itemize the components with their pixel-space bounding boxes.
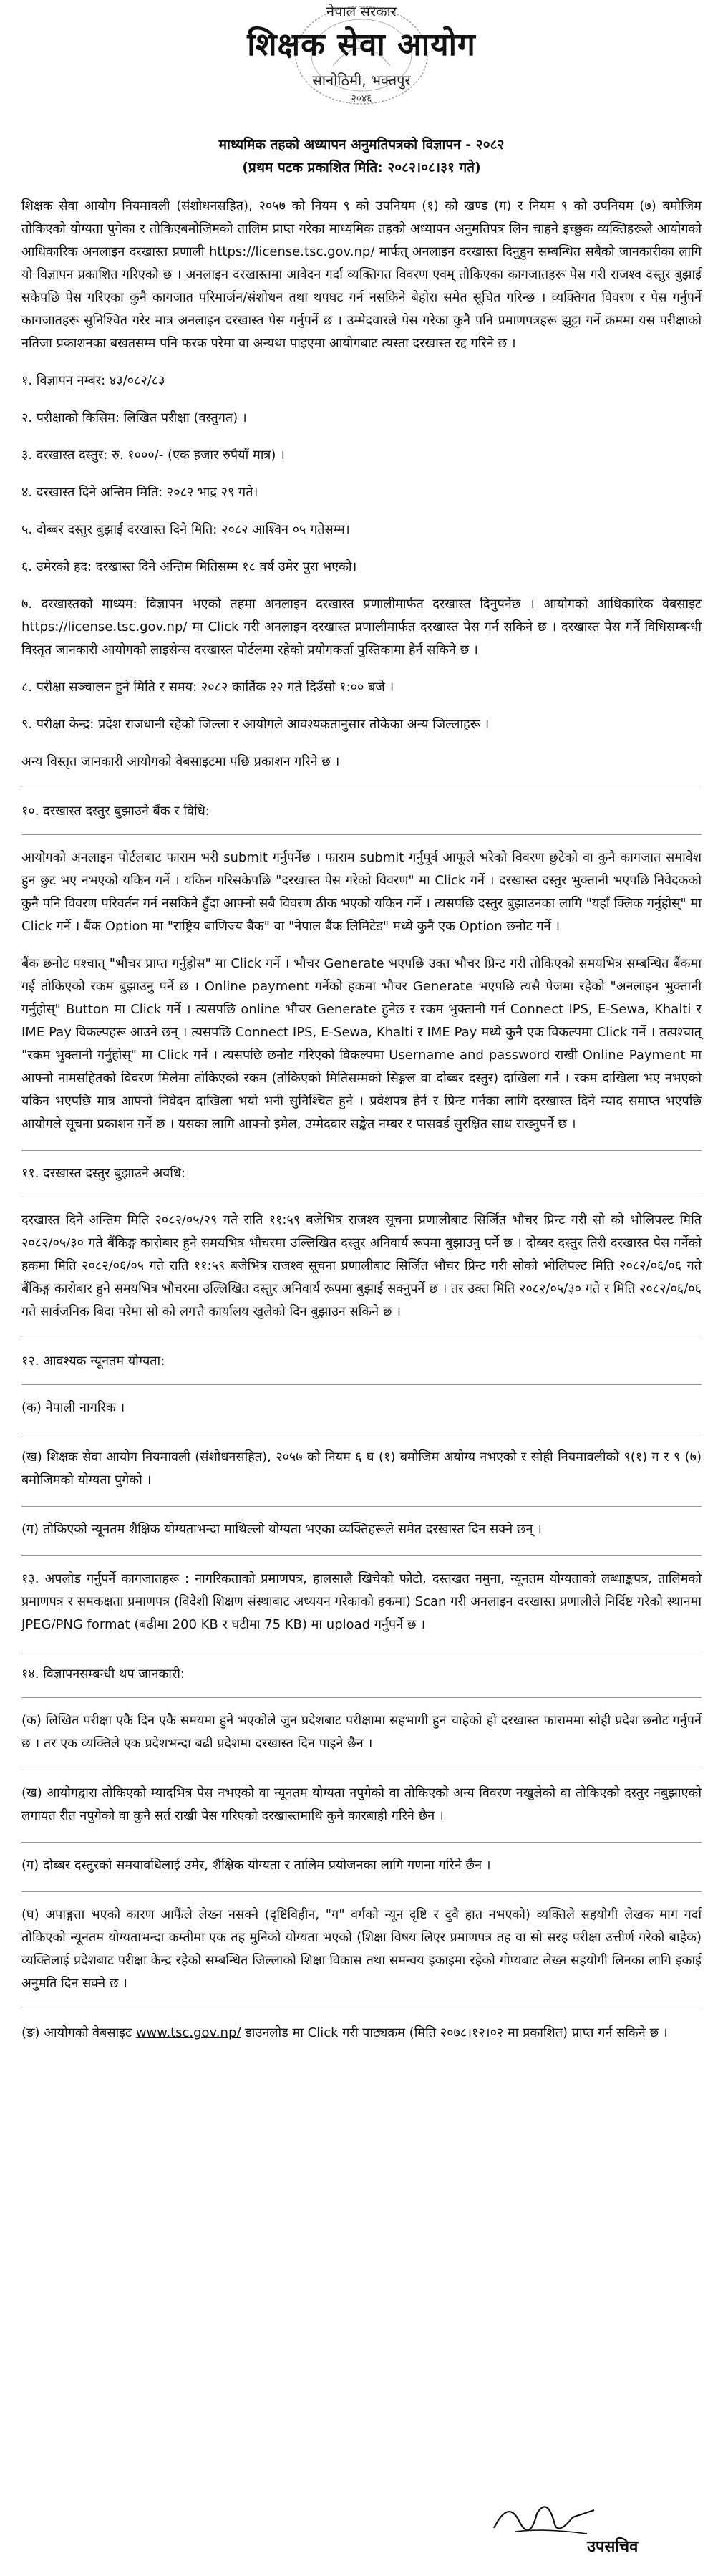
qualification-b: (ख) शिक्षक सेवा आयोग नियमावली (संशोधनसहित), २०५७ को नियम ६ घ (१) बमोजिम अयोग्य नभएको र सोही नियमावलीको ९(१) ग र ९ (७) बमोजिमको योग्यता पुगेको ।: [21, 1449, 702, 1487]
section-10-paragraph-2: बैंक छनोट पश्चात् "भौचर प्राप्त गर्नुहोस" मा Click गर्ने । भौचर Generate भएपछि उक्त भौचर प्रिन्ट गरी तोकिएको समयभित्र सम्बन्धित बैंकमा गई तोकिएको रकम बुझाउनु पर्ने छ । Online payment गर्नेको हकमा भौचर Generate भएपछि त्यसै पेजमा रहेको "अनलाइन भुक्तानी गर्नुहोस्" Button मा Click गर्ने । त्यसपछि online भौचर Generate हुनेछ र रकम भुक्तानी गर्न Connect IPS, E-Sewa, Khalti र IME Pay विकल्पहरू आउने छन् । त्यसपछि Connect IPS, E-Sewa, Khalti र IME Pay मध्ये कुनै एक विकल्पमा Click गर्ने । तत्पश्चात् "रकम भुक्तानी गर्नुहोस्" मा Click गर्ने । त्यसपछि छनोट गरिएको विकल्पमा Username and password राखी Online Payment मा आफ्नो नामसहितको विवरण मिलेमा तोकिएको रकम (तोकिएको मितिसम्मको सिङ्गल वा दोब्बर दस्तुर) दाखिला गर्ने । रकम दाखिला भए नभएको यकिन भएपछि मात्र आफ्नो निवेदन दाखिला भयो भनी सुनिश्चित हुने । प्रवेशपत्र हेर्न र प्रिन्ट गर्नका लागि दरखास्त दिने म्याद समाप्त भएपछि आयोगले सूचना प्रकाशन गर्ने छ । यसका लागि आफ्नो इमेल, उम्मेदवार सङ्केत नम्बर र पासवर्ड सुरक्षित साथ राख्नुपर्ने छ ।: [21, 956, 702, 1132]
notice-title: माध्यमिक तहको अध्यापन अनुमतिपत्रको विज्ञापन - २०८२: [218, 137, 505, 153]
additional-info-a: (क) लिखित परीक्षा एकै दिन एकै समयमा हुने भएकोले जुन प्रदेशबाट परीक्षामा सहभागी हुन चाहेको हो दरखास्त फाराममा सोही प्रदेश छनोट गर्नुपर्ने छ । तर एक व्यक्तिले एक प्रदेशभन्दा बढी प्रदेशमा दरखास्त दिन पाइने छैन ।: [21, 1713, 702, 1751]
section-11-paragraph: दरखास्त दिने अन्तिम मिति २०८२/०५/२९ गते राति ११:५९ बजेभित्र राजश्व सूचना प्रणालीबाट सिर्जित भौचर प्रिन्ट गरी सो को भोलिपल्ट मिति २०८२/०५/३० गते बैंकिङ्ग कारोबार हुने समयभित्र भौचरमा उल्लिखित दस्तुर अनिवार्य रूपमा बुझाउनु पर्ने छ । दोब्बर दस्तुर तिरी दरखास्त पेस गर्नेको हकमा मिति २०८२/०६/०५ गते राति ११:५९ बजेभित्र राजश्व सूचना प्रणालीबाट सिर्जित भौचर प्रिन्ट गरी सोको भोलिपल्ट मिति २०८२/०६/०६ गते बैंकिङ्ग कारोबार हुने समयभित्र भौचरमा उल्लिखित दस्तुर अनिवार्य रूपमा बुझाई सक्नुपर्ने छ । तर उक्त मिति २०८२/०५/३० गते र मिति २०८२/०६/०६ गते सार्वजनिक बिदा परेमा सो को लगत्तै कार्यालय खुलेको दिन बुझाउन सकिने छ ।: [21, 1212, 702, 1319]
qualification-a: (क) नेपाली नागरिक ।: [21, 1400, 125, 1415]
establishment-year: २०४६: [351, 93, 372, 105]
item-exam-type: २. परीक्षाको किसिम: लिखित परीक्षा (वस्तुगत) ।: [21, 410, 247, 425]
organization-address: सानोठिमी, भक्तपुर: [312, 72, 411, 89]
section-10-heading: १०. दरखास्त दस्तुर बुझाउने बैंक र विधि:: [21, 804, 210, 819]
notice-body: [21, 195, 702, 2059]
item-age-limit: ६. उमेरको हद: दरखास्त दिने अन्तिम मितिसम्म १८ वर्ष उमेर पुरा भएको।: [21, 559, 357, 574]
additional-info-b: (ख) आयोगद्वारा तोकिएको म्यादभित्र पेस नभएको वा न्यूनतम योग्यता नपुगेको वा तोकिएको अन्य विवरण नखुलेको वा तोकिएको दस्तुर नबुझाएको लगायत रीत नपुगेको वा कुनै सर्त राखी पेस गरिएको दरखास्तमाथि कुनै कारबाही गरिने छैन ।: [21, 1785, 702, 1823]
other-info: अन्य विस्तृत जानकारी आयोगको वेबसाइटमा पछि प्रकाशन गरिने छ ।: [21, 754, 340, 769]
divider: [21, 1384, 702, 1385]
divider: [21, 1697, 702, 1698]
additional-info-e: [21, 2022, 702, 2045]
item-double-fee-deadline: ५. दोब्बर दस्तुर बुझाई दरखास्त दिने मिति: २०८२ आश्विन ०५ गतेसम्म।: [21, 522, 350, 537]
website-link[interactable]: www.tsc.gov.np/: [135, 2025, 241, 2040]
item-deadline: ४. दरखास्त दिने अन्तिम मिति: २०८२ भाद्र २९ गते।: [21, 485, 258, 500]
item-application-fee: ३. दरखास्त दस्तुर: रु. १०००/- (एक हजार रुपैयाँ मात्र) ।: [21, 448, 285, 463]
signature-icon: [487, 2492, 601, 2542]
divider: [21, 1506, 702, 1507]
organization-name: शिक्षक सेवा आयोग: [247, 26, 476, 63]
additional-info-e-prefix: (ङ) आयोगको वेबसाइट: [21, 2025, 136, 2040]
section-10-paragraph-1: आयोगको अनलाइन पोर्टलबाट फाराम भरी submit गर्नुपर्नेछ । फाराम submit गर्नुपूर्व आफूले भरेको विवरण छुटेको वा कुनै कागजात समावेश हुन छुट भए नभएको यकिन गर्ने । यकिन गरिसकेपछि "दरखास्त पेस गरेको विवरण" मा Click गर्ने । दरखास्त दस्तुर भुक्तानी भएपछि निवेदकको कुनै पनि विवरण परिवर्तन गर्न नसकिने हुँदा आफ्नो सबै विवरण ठीक भएको यकिन गर्ने । त्यसपछि दस्तुर बुझाउनका लागि "यहाँ क्लिक गर्नुहोस्" मा Click गर्ने । बैंक Option मा "राष्ट्रिय बाणिज्य बैंक" वा "नेपाल बैंक लिमिटेड" मध्ये कुनै एक Option छनोट गर्ने ।: [21, 850, 702, 934]
additional-info-e-suffix: डाउनलोड मा Click गरी पाठ्यक्रम (मिति २०७८।१२।०२ मा प्रकाशित) प्राप्त गर्न सकिने छ ।: [241, 2025, 668, 2040]
additional-info-d: (घ) अपाङ्गता भएको कारण आफैंले लेख्न नसक्ने (दृष्टिविहीन, "ग" वर्गको न्यून दृष्टि र दुवै हात नभएको) व्यक्तिले सहयोगी लेखक माग गर्दा तोकिएको न्यूनतम योग्यताभन्दा कम्तीमा एक तह मुनिको योग्यता भएको (शिक्षा विषय लिएर प्रमाणपत्र तह वा सो सरह परीक्षा उत्तीर्ण गरेको बाहेक) व्यक्तिलाई प्रदेशबाट परीक्षा केन्द्र रहेको सम्बन्धित जिल्लाको शिक्षा विकास तथा समन्वय इकाइमा रहेको गोप्यबाट लेख्न सहयोगी लिनका लागि इकाई अनुमति दिन सक्ने छ ।: [21, 1907, 702, 1991]
notice-subtitle: (प्रथम पटक प्रकाशित मिति: २०८२।०८।३१ गते): [242, 160, 481, 175]
signatory-designation: उपसचिव: [587, 2538, 639, 2556]
section-12-heading: १२. आवश्यक न्यूनतम योग्यता:: [21, 1354, 165, 1369]
item-exam-schedule: ८. परीक्षा सञ्चालन हुने मिति र समय: २०८२ कार्तिक २२ गते दिउँसो १:०० बजे ।: [21, 680, 394, 695]
intro-paragraph: शिक्षक सेवा आयोग नियमावली (संशोधनसहित), २०५७ को नियम ९ को उपनियम (१) को खण्ड (ग) र नियम ९ को उपनियम (७) बमोजिम तोकिएको योग्यता पुगेका र तोकिएबमोजिमको तालिम प्राप्त गरेका माध्यमिक तहको अध्यापन अनुमतिपत्र लिन चाहने इच्छुक व्यक्तिहरूले आयोगको आधिकारिक अनलाइन दरखास्त प्रणाली https://license.tsc.gov.np/ मार्फत् अनलाइन दरखास्त दिनुहुन सम्बन्धित सबैको जानकारीका लागि यो विज्ञापन प्रकाशित गरिएको छ । अनलाइन दरखास्तमा आवेदन गर्दा व्यक्तिगत विवरण एवम् तोकिएका कागजातहरू पेस गरी राजश्व दस्तुर बुझाई सकेपछि पेस गरिएका कुनै कागजात परिमार्जन/संशोधन तथा थपघट गर्न नसकिने बेहोरा समेत सूचित गरिन्छ । व्यक्तिगत विवरण र पेस गर्नुपर्ने कागजातहरू सुनिश्चित गरेर मात्र अनलाइन दरखास्त पेस गर्नुपर्ने छ । उम्मेदवारले पेस गरेका कुनै पनि प्रमाणपत्रहरू झुट्टा गर्ने क्रममा यस परीक्षाको नतिजा प्रकाशनका बखतसम्म पनि फरक परेमा वा अन्यथा पाइएमा आयोगबाट त्यस्ता दरखास्त रद्द गरिने छ ।: [21, 198, 702, 351]
letterhead: [0, 0, 723, 115]
item-application-medium: ७. दरखास्तको माध्यम: विज्ञापन भएको तहमा अनलाइन दरखास्त प्रणालीमार्फत दरखास्त दिनुपर्नेछ । आयोगको आधिकारिक वेबसाइट https://license.tsc.gov.np/ मा Click गरी अनलाइन दरखास्त प्रणालीमार्फत दरखास्त पेस गर्न सकिने छ । दरखास्त पेस गर्ने विधिसम्बन्धी विस्तृत जानकारी आयोगको लाइसेन्स दरखास्त पोर्टलमा रहेको प्रयोगकर्ता पुस्तिकामा हेर्न सकिने छ ।: [21, 597, 702, 657]
qualification-c: (ग) तोकिएको न्यूनतम शैक्षिक योग्यताभन्दा माथिल्लो योग्यता भएका व्यक्तिहरूले समेत दरखास्त दिन सक्ने छन् ।: [21, 1522, 543, 1537]
divider: [21, 1150, 702, 1151]
government-label: नेपाल सरकार: [326, 3, 397, 20]
section-14-heading: १४. विज्ञापनसम्बन्धी थप जानकारी:: [21, 1666, 185, 1682]
divider: [21, 1842, 702, 1843]
divider: [21, 834, 702, 835]
divider: [21, 1555, 702, 1556]
item-advertisement-number: १. विज्ञापन नम्बर: ४३/०८२/८३: [21, 373, 165, 388]
item-exam-center: ९. परीक्षा केन्द्र: प्रदेश राजधानी रहेको जिल्ला र आयोगले आवश्यकतानुसार तोकेका अन्य जिल्लाहरू ।: [21, 717, 490, 732]
divider: [21, 1891, 702, 1892]
additional-info-c: (ग) दोब्बर दस्तुरको समयावधिलाई उमेर, शैक्षिक योग्यता र तालिम प्रयोजनका लागि गणना गरिने छैन ।: [21, 1858, 491, 1873]
section-13-paragraph: १३. अपलोड गर्नुपर्ने कागजातहरू : नागरिकताको प्रमाणपत्र, हालसालै खिचेको फोटो, दस्तखत नमुना, न्यूनतम योग्यताको लब्धाङ्कपत्र, तालिमको प्रमाणपत्र र समकक्षता प्रमाणपत्र (विदेशी शिक्षण संस्थाबाट अध्ययन गरेकाको हकमा) Scan गरी अनलाइन दरखास्त प्रणालीले निर्दिष्ट गरेको स्थानमा JPEG/PNG format (बढीमा 200 KB र घटीमा 75 KB) मा upload गर्नुपर्ने छ ।: [21, 1571, 702, 1632]
section-11-heading: ११. दरखास्त दस्तुर बुझाउने अवधि:: [21, 1166, 186, 1181]
